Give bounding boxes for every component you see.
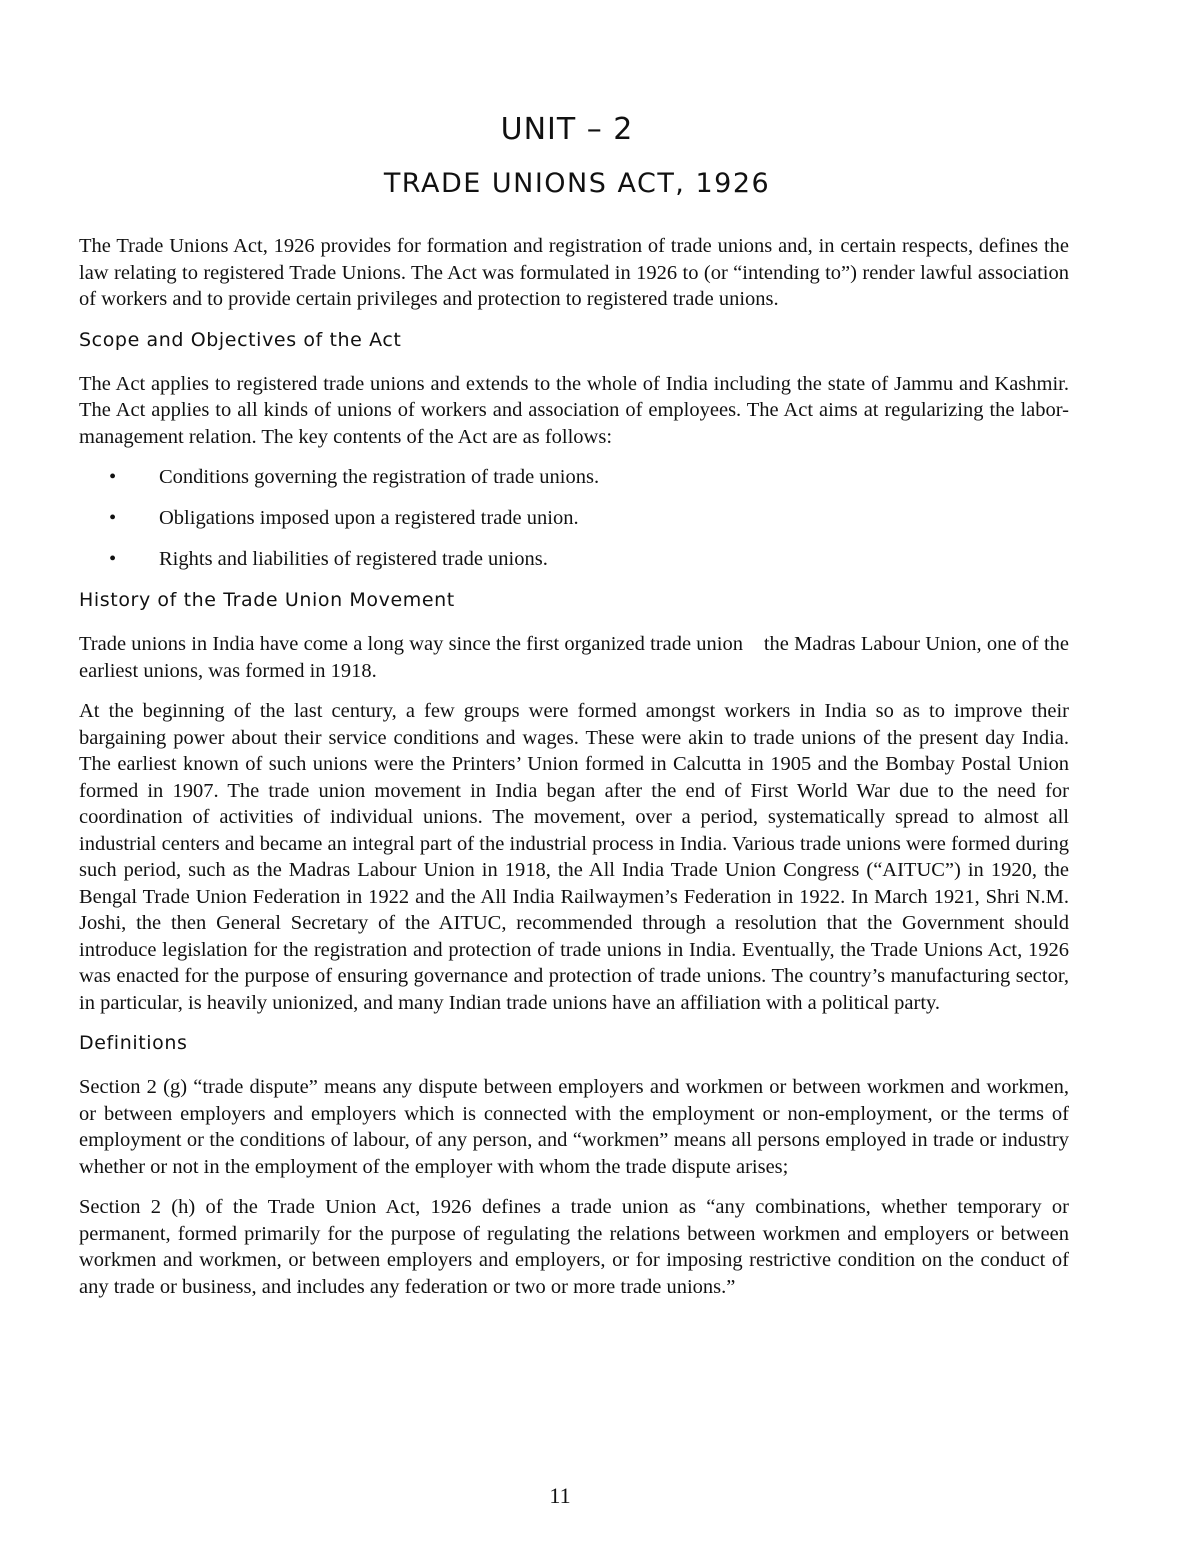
definitions-heading: Definitions	[79, 1032, 188, 1054]
list-item	[79, 464, 1069, 490]
list-item-text: Conditions governing the registration of trade unions.	[159, 466, 600, 488]
definition-paragraph: Section 2 (g) “trade dispute” means any dispute between employers and workmen or between workmen and workmen, or between employers and employers which is connected with the employment or non-employment, or the terms of employment or the conditions of labour, of any person, and “workmen” means all persons employed in trade or industry whether or not in the employment of the employer with whom the trade dispute arises;	[79, 1076, 1069, 1178]
list-item	[79, 546, 1069, 572]
bullet-icon: •	[109, 466, 117, 488]
scope-heading: Scope and Objectives of the Act	[79, 328, 402, 351]
definition-paragraph: Section 2 (h) of the Trade Union Act, 1926 defines a trade union as “any combinations, whether temporary or permanent, formed primarily for the purpose of regulating the relations between workmen and employers or between workmen and workmen, or between employers and employers, or for imposing restrictive condition on the conduct of any trade or business, and includes any federation or two or more trade unions.”	[79, 1196, 1069, 1298]
bullet-icon: •	[109, 548, 117, 570]
history-paragraph: At the beginning of the last century, a few groups were formed amongst workers in India so as to improve their bargaining power about their service conditions and wages. These were akin to trade unions of the present day India. The earliest known of such unions were the Printers’ Union formed in Calcutta in 1905 and the Bombay Postal Union formed in 1907. The trade union movement in India began after the end of First World War due to the need for coordination of activities of individual unions. The movement, over a period, systematically spread to almost all industrial centers and became an integral part of the industrial process in India. Various trade unions were formed during such period, such as the Madras Labour Union in 1918, the All India Trade Union Congress (“AITUC”) in 1920, the Bengal Trade Union Federation in 1922 and the All India Railwaymen’s Federation in 1922. In March 1921, Shri N.M. Joshi, the then General Secretary of the AITUC, recommended through a resolution that the Government should introduce legislation for the registration and protection of trade unions in India. Eventually, the Trade Unions Act, 1926 was enacted for the purpose of ensuring governance and protection of trade unions. The country’s manufacturing sector, in particular, is heavily unionized, and many Indian trade unions have an affiliation with a political party.	[79, 700, 1069, 1014]
document-body	[79, 233, 1075, 1314]
intro-paragraph: The Trade Unions Act, 1926 provides for formation and registration of trade unions and, in certain respects, defines the law relating to registered Trade Unions. The Act was formulated in 1926 to (or “intending to”) render lawful association of workers and to provide certain privileges and protection to registered trade unions.	[79, 235, 1069, 310]
unit-heading: UNIT – 2	[500, 112, 634, 147]
page-number: 11	[549, 1483, 571, 1508]
list-item	[79, 505, 1069, 531]
history-heading: History of the Trade Union Movement	[79, 589, 455, 611]
page-title: TRADE UNIONS ACT, 1926	[383, 168, 771, 199]
bullet-icon: •	[109, 507, 117, 529]
list-item-text: Rights and liabilities of registered trade unions.	[159, 548, 548, 570]
key-contents-list	[79, 464, 1069, 572]
history-paragraph: Trade unions in India have come a long way since the first organized trade union the Madras Labour Union, one of the earliest unions, was formed in 1918.	[79, 633, 1075, 682]
scope-paragraph: The Act applies to registered trade unions and extends to the whole of India including the state of Jammu and Kashmir. The Act applies to all kinds of unions of workers and association of employees. The Act aims at regularizing the labor-management relation. The key contents of the Act are as follows:	[79, 372, 1069, 448]
list-item-text: Obligations imposed upon a registered trade union.	[159, 507, 579, 529]
